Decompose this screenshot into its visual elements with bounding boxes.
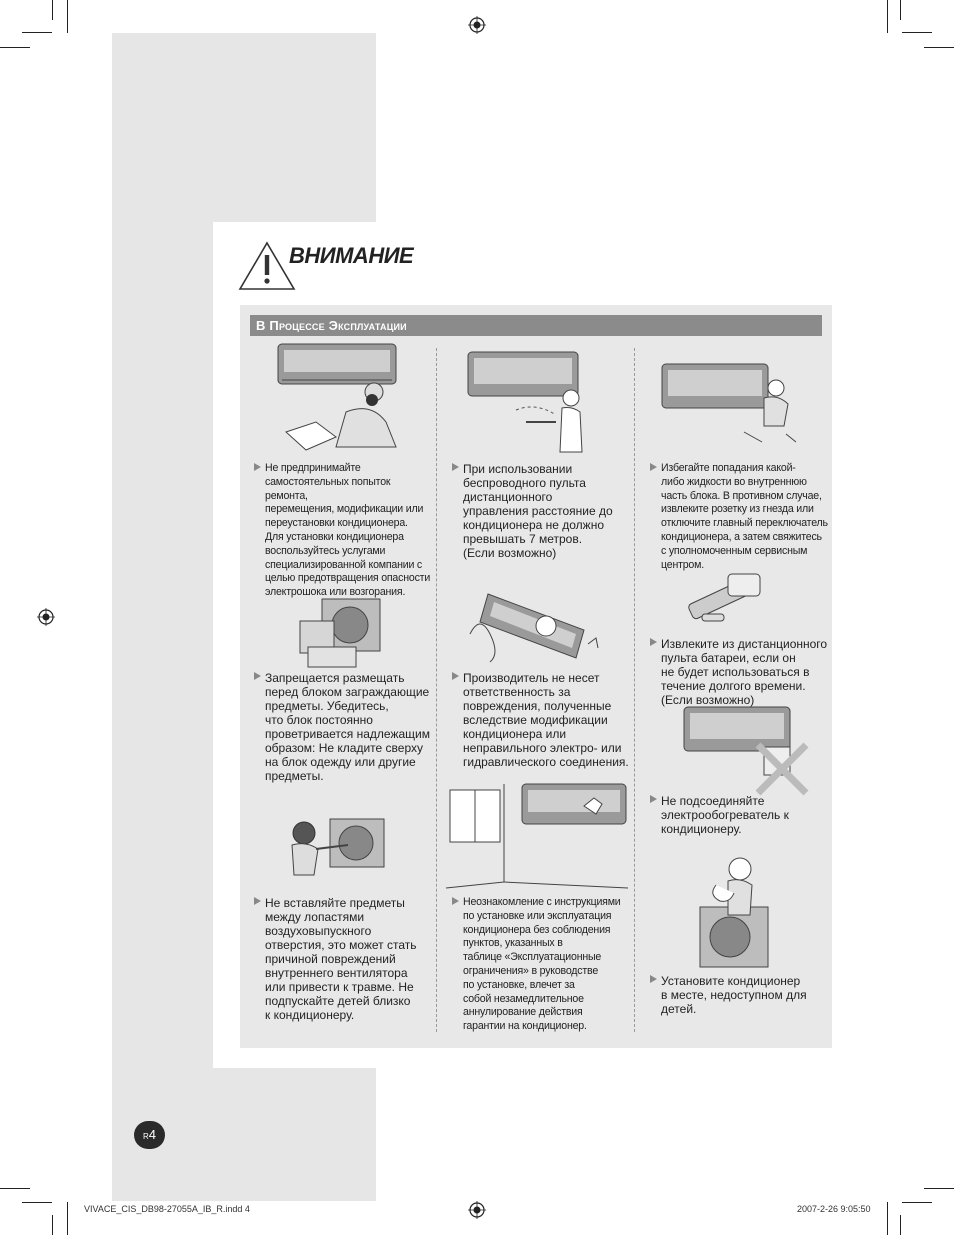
liquid-hazard-illustration [660, 362, 800, 452]
registration-mark-icon [468, 1201, 486, 1219]
caution-item [650, 794, 828, 836]
damaged-unit-illustration [468, 574, 604, 670]
crop-mark [900, 0, 901, 20]
bullet-arrow-icon [254, 897, 261, 905]
caution-text: Неознакомление с инструкциями по установке или эксплуатация кондиционера без соблюдения пунктов, указанных в таблице «Эксплуатационные ограничения» в руководстве по установке, влечет за собой незамедлительное аннулирование действия гарантии на кондиционер. [463, 896, 621, 1033]
caution-item [254, 896, 434, 1022]
bullet-arrow-icon [650, 975, 657, 983]
registration-mark-icon [37, 608, 55, 626]
caution-text: Извлеките из дистанционного пульта батареи, если он не будет использоваться в течение долгого времени. (Если возможно) [661, 637, 828, 707]
crop-mark [887, 0, 888, 33]
caution-text: Не вставляйте предметы между лопастями воздуховыпускного отверстия, это может стать причиной повреждений внутреннего вентилятора или привести к травме. Не подпускайте детей близко к кондиционеру. [265, 896, 417, 1022]
caution-text: Не подсоединяйте электрообогреватель к кондиционеру. [661, 794, 789, 836]
section-header: В Процессе Эксплуатации [250, 315, 822, 336]
column-divider [634, 348, 635, 1032]
caution-item [254, 671, 434, 783]
registration-mark-icon [468, 16, 486, 34]
crop-mark [0, 1188, 30, 1189]
caution-text: При использовании беспроводного пульта дистанционного управления расстояние до кондиционера не должно превышать 7 метров. (Если возможно) [463, 462, 613, 560]
warning-triangle-icon [238, 241, 296, 291]
bullet-arrow-icon [452, 897, 459, 905]
crop-mark [902, 32, 932, 33]
no-heater-illustration [682, 705, 810, 797]
caution-text: Не предпринимайте самостоятельных попыток ремонта, перемещения, модификации или переустановки кондиционера. Для установки кондиционера воспользуйтесь услугами специализированной компании с целью предотвращения опасности электрошока или возгорания. [265, 462, 431, 599]
page-number-badge [134, 1121, 165, 1149]
crop-mark [924, 1188, 954, 1189]
crop-mark [67, 1202, 68, 1235]
child-outdoor-unit-illustration [282, 815, 392, 887]
bullet-arrow-icon [452, 672, 459, 680]
page-title: ВНИМАНИЕ [289, 243, 414, 268]
bullet-arrow-icon [650, 795, 657, 803]
caution-item [452, 462, 628, 560]
caution-item [650, 974, 828, 1016]
footer-datetime: 2007-2-26 9:05:50 [797, 1204, 871, 1214]
remote-control-distance-illustration [466, 350, 596, 460]
crop-mark [900, 1215, 901, 1235]
caution-text: Избегайте попадания какой- либо жидкости во внутреннюю часть блока. В противном случае, извлеките розетку из гнезда или отключите главный переключатель кондиционера, а затем свяжитесь с уполномоченным сервисным центром. [661, 462, 828, 571]
bullet-arrow-icon [254, 672, 261, 680]
caution-item [254, 462, 434, 600]
installation-wall-illustration [444, 782, 630, 890]
bullet-arrow-icon [452, 463, 459, 471]
caution-item [452, 671, 630, 769]
crop-mark [902, 1202, 932, 1203]
outdoor-unit-blocked-illustration [298, 593, 386, 671]
crop-mark [22, 1202, 52, 1203]
caution-text: Установите кондиционер в месте, недоступном для детей. [661, 974, 807, 1016]
crop-mark [67, 0, 68, 33]
child-on-unit-illustration [694, 855, 774, 970]
caution-item [452, 896, 632, 1034]
caution-item [650, 637, 828, 707]
crop-mark [924, 47, 954, 48]
bullet-arrow-icon [650, 638, 657, 646]
crop-mark [52, 0, 53, 20]
caution-text: Производитель не несет ответственность за повреждения, полученные вследствие модификации кондиционера или неправильного электро- или гидравлического соединения. [463, 671, 629, 769]
page-number: 4 [148, 1127, 156, 1142]
remote-batteries-illustration [680, 570, 770, 630]
indoor-unit-repair-illustration [276, 342, 426, 458]
crop-mark [887, 1202, 888, 1235]
caution-text: Запрещается размещать перед блоком заграждающие предметы. Убедитесь, что блок постоянно проветривается надлежащим образом: Не кладите сверху на блок одежду или другие предметы. [265, 671, 430, 783]
crop-mark [52, 1215, 53, 1235]
crop-mark [22, 32, 52, 33]
bullet-arrow-icon [254, 463, 261, 471]
caution-item [650, 462, 828, 572]
bullet-arrow-icon [650, 463, 657, 471]
crop-mark [0, 47, 30, 48]
footer-filename: VIVACE_CIS_DB98-27055A_IB_R.indd 4 [84, 1204, 250, 1214]
page-prefix: R [142, 1132, 149, 1141]
column-divider [436, 348, 437, 1032]
